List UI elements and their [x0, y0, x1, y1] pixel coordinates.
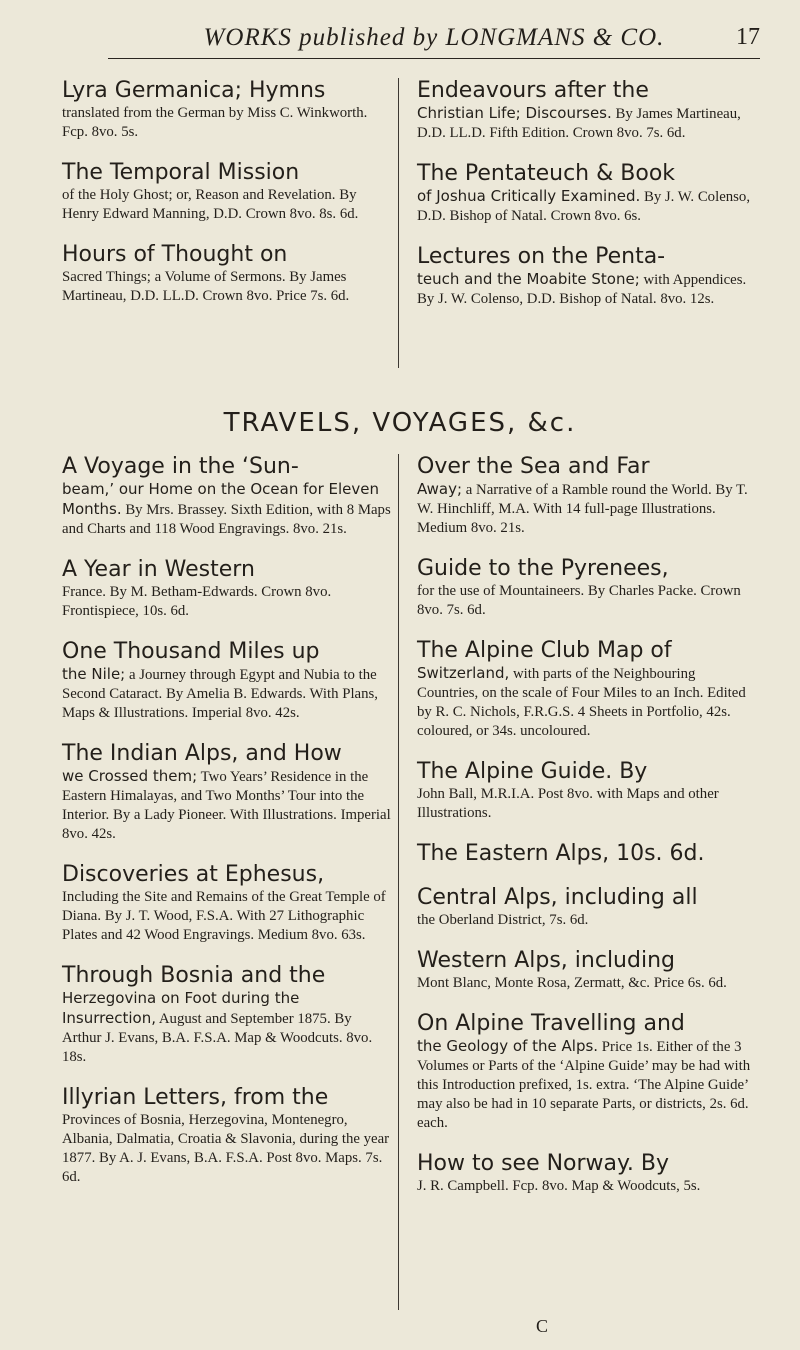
entry-description: with Appendices. By J. W. Colenso, D.D. Bishop of Natal. 8vo. 12s. [417, 272, 747, 307]
top-right-column [417, 78, 757, 327]
catalogue-entry [417, 1151, 757, 1196]
catalogue-entry [417, 1011, 757, 1133]
entry-description: Two Years’ Residence in the Eastern Himalayas, and Two Months’ Tour into the Interior. By a Lady Pioneer. With Illustrations. Imperial 8vo. 42s. [62, 769, 391, 842]
catalogue-entry [62, 639, 392, 723]
top-left-column [62, 78, 392, 324]
entry-description: By J. W. Colenso, D.D. Bishop of Natal. Crown 8vo. 6s. [417, 189, 751, 224]
catalogue-entry [417, 759, 757, 823]
entry-description: Mont Blanc, Monte Rosa, Zermatt, &c. Price 6s. 6d. [417, 975, 727, 991]
entry-subheading: Switzerland, [417, 664, 510, 682]
entry-description: Including the Site and Remains of the Great Temple of Diana. By J. T. Wood, F.S.A. With 27 Lithographic Plates and 42 Wood Engravings. Medium 8vo. 63s. [62, 889, 386, 943]
catalogue-entry [62, 557, 392, 621]
entry-heading: Illyrian Letters, from the [62, 1085, 329, 1110]
entry-subheading: the Geology of the Alps. [417, 1037, 599, 1055]
entry-description: translated from the German by Miss C. Winkworth. Fcp. 8vo. 5s. [62, 105, 368, 140]
catalogue-entry [417, 78, 757, 143]
entry-heading: The Alpine Club Map of [417, 638, 672, 663]
section-title: TRAVELS, VOYAGES, &c. [223, 408, 577, 438]
catalogue-entry [417, 841, 757, 867]
entry-heading: The Pentateuch & Book [417, 161, 676, 186]
entry-subheading: Christian Life; Discourses. [417, 104, 612, 122]
entry-description: J. R. Campbell. Fcp. 8vo. Map & Woodcuts, 5s. [417, 1178, 701, 1194]
entry-heading: Western Alps, including [417, 948, 675, 973]
entry-heading: Endeavours after the [417, 78, 649, 103]
entry-heading: Through Bosnia and the [62, 963, 326, 988]
catalogue-entry [417, 948, 757, 993]
catalogue-entry [62, 862, 392, 945]
entry-heading: The Indian Alps, and How [62, 741, 342, 766]
signature-mark: C [536, 1316, 549, 1336]
entry-heading: A Voyage in the ‘Sun- [62, 454, 299, 479]
entry-heading: Over the Sea and Far [417, 454, 650, 479]
entry-description: John Ball, M.R.I.A. Post 8vo. with Maps and other Illustrations. [417, 786, 719, 821]
header-title: WORKS published by LONGMANS & CO. [203, 24, 665, 51]
entry-heading: The Alpine Guide. By [417, 759, 648, 784]
entry-description: a Journey through Egypt and Nubia to the Second Cataract. By Amelia B. Edwards. With Plans, Maps & Illustrations. Imperial 8vo. 42s. [62, 667, 378, 721]
entry-description: August and September 1875. By Arthur J. Evans, B.A. F.S.A. Map & Woodcuts. 8vo. 18s. [62, 1011, 373, 1065]
entry-heading: Lectures on the Penta- [417, 244, 666, 269]
entry-description: France. By M. Betham-Edwards. Crown 8vo. Frontispiece, 10s. 6d. [62, 584, 332, 619]
entry-subheading: Herzegovina on Foot during the Insurrection, [62, 989, 300, 1027]
catalogue-entry [417, 161, 757, 226]
entry-heading: The Eastern Alps, 10s. 6d. [417, 841, 705, 866]
page-number: 17 [736, 24, 760, 50]
entry-description: a Narrative of a Ramble round the World. By T. W. Hinchliff, M.A. With 14 full-page Illustrations. Medium 8vo. 21s. [417, 482, 748, 536]
entry-description: of the Holy Ghost; or, Reason and Revelation. By Henry Edward Manning, D.D. Crown 8vo. 8s. 6d. [62, 187, 359, 222]
running-header [108, 24, 760, 59]
entry-subheading: teuch and the Moabite Stone; [417, 270, 640, 288]
catalogue-entry [62, 1085, 392, 1187]
entry-subheading: beam,’ our Home on the Ocean for Eleven Months. [62, 480, 380, 518]
bottom-right-column [417, 454, 757, 1214]
catalogue-entry [417, 638, 757, 741]
catalogue-entry [62, 454, 392, 539]
column-divider [398, 78, 399, 368]
catalogue-entry [417, 556, 757, 620]
catalogue-entry [417, 885, 757, 930]
entry-heading: Central Alps, including all [417, 885, 698, 910]
column-divider [398, 454, 399, 1310]
entry-description: By Mrs. Brassey. Sixth Edition, with 8 Maps and Charts and 118 Wood Engravings. 8vo. 21s. [62, 502, 391, 537]
entry-heading: One Thousand Miles up [62, 639, 320, 664]
entry-heading: Guide to the Pyrenees, [417, 556, 669, 581]
entry-heading: Lyra Germanica; Hymns [62, 78, 326, 103]
entry-subheading: we Crossed them; [62, 767, 198, 785]
catalogue-entry [417, 244, 757, 309]
catalogue-entry [62, 242, 392, 306]
bottom-left-column [62, 454, 392, 1205]
catalogue-entry [62, 741, 392, 844]
entry-subheading: the Nile; [62, 665, 126, 683]
catalogue-entry [417, 454, 757, 538]
entry-description: Sacred Things; a Volume of Sermons. By James Martineau, D.D. LL.D. Crown 8vo. Price 7s. 6d. [62, 269, 350, 304]
entry-heading: A Year in Western [62, 557, 255, 582]
catalogue-entry [62, 78, 392, 142]
entry-heading: How to see Norway. By [417, 1151, 670, 1176]
catalogue-entry [62, 160, 392, 224]
entry-subheading: Away; [417, 480, 463, 498]
entry-subheading: of Joshua Critically Examined. [417, 187, 641, 205]
entry-description: for the use of Mountaineers. By Charles Packe. Crown 8vo. 7s. 6d. [417, 583, 741, 618]
entry-heading: On Alpine Travelling and [417, 1011, 685, 1036]
entry-description: Price 1s. Either of the 3 Volumes or Parts of the ‘Alpine Guide’ may be had with this Introduction prefixed, 1s. extra. ‘The Alpine Guide’ may also be had in 10 separate Parts, or districts, 2s. 6d. each. [417, 1039, 751, 1131]
entry-heading: The Temporal Mission [62, 160, 300, 185]
entry-description: By James Martineau, D.D. LL.D. Fifth Edition. Crown 8vo. 7s. 6d. [417, 106, 741, 141]
entry-description: with parts of the Neighbouring Countries, on the scale of Four Miles to an Inch. Edited by R. C. Nichols, F.R.G.S. 4 Sheets in Portfolio, 42s. coloured, or 34s. uncoloured. [417, 666, 746, 739]
entry-heading: Discoveries at Ephesus, [62, 862, 325, 887]
entry-description: Provinces of Bosnia, Herzegovina, Montenegro, Albania, Dalmatia, Croatia & Slavonia, during the year 1877. By A. J. Evans, B.A. F.S.A. Post 8vo. Maps. 7s. 6d. [62, 1112, 390, 1185]
entry-heading: Hours of Thought on [62, 242, 288, 267]
entry-description: the Oberland District, 7s. 6d. [417, 912, 589, 928]
catalogue-entry [62, 963, 392, 1067]
